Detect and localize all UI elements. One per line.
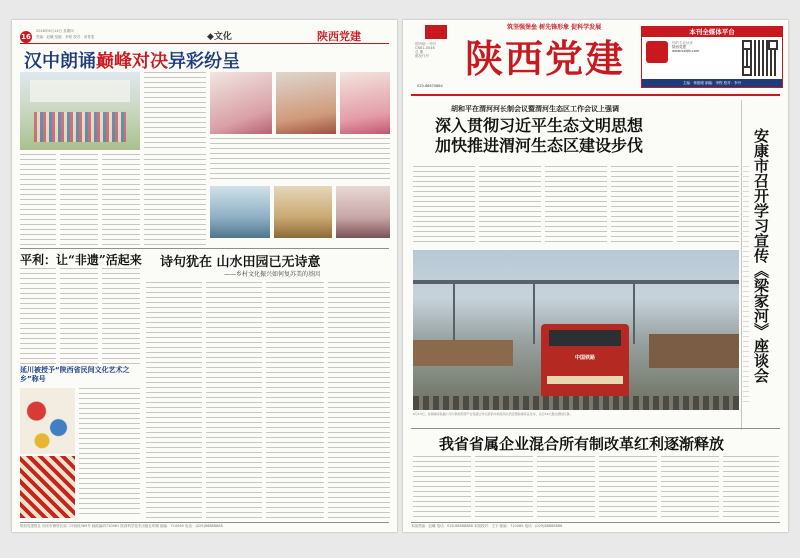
logo-mark [425, 25, 447, 39]
right-footer: 本版责编：赵曦 电话：029-88888888 本版校对：王宇 邮编：710065 电话：(029)88888888 [411, 524, 563, 528]
pingli-text-a [20, 268, 56, 364]
bottom-text-b [475, 456, 533, 518]
left-footer: 陕西党建报社 西安市雁塔区南二环西段369号 邮政编码710061 陕西科学技术出版社印刷 邮编：710065 电话：(029)88888888 [20, 524, 223, 528]
bottom-text-e [661, 456, 719, 518]
locomotive [541, 324, 629, 396]
stage-photo-3 [340, 72, 390, 134]
poem-text-b [206, 282, 262, 518]
column-text-a [20, 154, 56, 246]
yanchuan-headline: 延川被授予“陕西省民间文化艺术之乡”称号 [20, 366, 130, 383]
main-text-e [677, 166, 739, 244]
bottom-text-a [413, 456, 471, 518]
yanchuan-text [79, 388, 140, 518]
performer-photo-1 [210, 186, 270, 238]
bottom-headline: 我省省属企业混合所有制改革红利逐渐释放 [439, 435, 725, 453]
right-footer-rule [411, 522, 780, 523]
pingli-headline: 平利：让“非遗”活起来 [20, 253, 142, 267]
poem-text-d [328, 282, 390, 518]
column-divider [741, 100, 742, 430]
pingli-text-c [102, 268, 140, 364]
main-headline-line-1: 深入贯彻习近平生态文明思想 [435, 116, 644, 135]
issue-line-2: CN61-0046 [415, 46, 435, 50]
platform-line-1: 你的专业伙伴 [672, 41, 693, 45]
issue-line-3: 总 期 [415, 50, 424, 54]
train-label: 中国铁路 [574, 355, 595, 361]
stage-article-text [210, 138, 390, 182]
header-rule [20, 43, 389, 44]
lead-photo [20, 72, 140, 150]
header-editors: 责编：赵曦 组版：李程 校对：高菁雯 [36, 35, 95, 39]
stage-photo-1 [210, 72, 272, 134]
app-icon [646, 41, 668, 63]
section-divider [20, 248, 389, 249]
lead-headline-highlight: 巅峰对决 [96, 51, 168, 72]
section-label: ◆文化 [207, 32, 232, 42]
issue-line-1: 国内统一刊号 [415, 42, 436, 46]
main-text-c [545, 166, 607, 244]
lead-headline-suffix: 异彩纷呈 [168, 51, 240, 72]
bottom-divider [411, 428, 780, 429]
poem-headline: 诗句犹在 山水田园已无诗意 [160, 255, 321, 270]
train-photo [413, 250, 739, 410]
poem-text-a [146, 282, 202, 518]
bottom-text-c [537, 456, 595, 518]
lead-article-text [144, 72, 206, 152]
phone: 029-68670864 [417, 84, 443, 88]
bottom-text-d [599, 456, 657, 518]
stage-photo-2 [276, 72, 336, 134]
lead-headline [24, 47, 240, 73]
papercut-photo [20, 456, 75, 518]
performer-photo-2 [274, 186, 332, 238]
main-headline [435, 116, 643, 156]
masthead-logo: 陕西党建 [465, 36, 626, 81]
main-headline-line-2: 加快推进渭河生态区建设步伐 [435, 136, 644, 155]
bottom-text-f [723, 456, 779, 518]
kicker: 胡和平在渭河河长制会议暨渭河生态区工作会议上强调 [451, 105, 619, 113]
issue-line-4: 邮发代号 [415, 54, 429, 58]
vertical-side-text [743, 166, 749, 406]
header-date: 2018年6月14日 星期四 [36, 29, 74, 33]
platform-title: 本刊全媒体平台 [642, 27, 782, 37]
qr-code-icon [742, 40, 778, 76]
column-text-c [102, 154, 140, 246]
footer-rule [20, 522, 389, 523]
poem-subheadline: ——乡村文化振兴如何复苏美的基因 [224, 271, 321, 278]
pingli-text-b [60, 268, 98, 364]
right-newspaper-page [403, 20, 788, 532]
media-platform-box [641, 26, 783, 88]
column-text-d [144, 154, 206, 246]
performer-photo-3 [336, 186, 390, 238]
main-text-a [413, 166, 475, 244]
platform-line-3: www.sxdjb.com [672, 49, 700, 53]
folk-art-photo [20, 388, 75, 454]
main-text-b [479, 166, 541, 244]
left-newspaper-page [12, 20, 397, 532]
vertical-headline: 安康市召开学习宣传《梁家河》座谈会 [752, 128, 770, 383]
column-text-b [60, 154, 98, 246]
poem-text-c [266, 282, 324, 518]
page-number-badge: 16 [21, 33, 31, 41]
platform-line-2: 陕西党建 [672, 45, 686, 49]
platform-footer: 主编：杨艳刚 副编：李程 校对：李丹 [642, 79, 782, 87]
issue-info [415, 42, 457, 58]
masthead-rule [411, 94, 780, 96]
lead-headline-prefix: 汉中朗诵 [24, 51, 96, 72]
masthead-small: 陕西党建 [317, 30, 361, 43]
photo-caption: 6月13日，首趟国家铁路公司与陕西西部产业集团合作运营的中欧班列从西安国际港务区发车，运行16天抵达德国汉堡。 [413, 412, 573, 416]
main-text-d [611, 166, 673, 244]
masthead-slogan: 筑坚强堡垒 树先锋形象 促科学发展 [507, 24, 602, 31]
